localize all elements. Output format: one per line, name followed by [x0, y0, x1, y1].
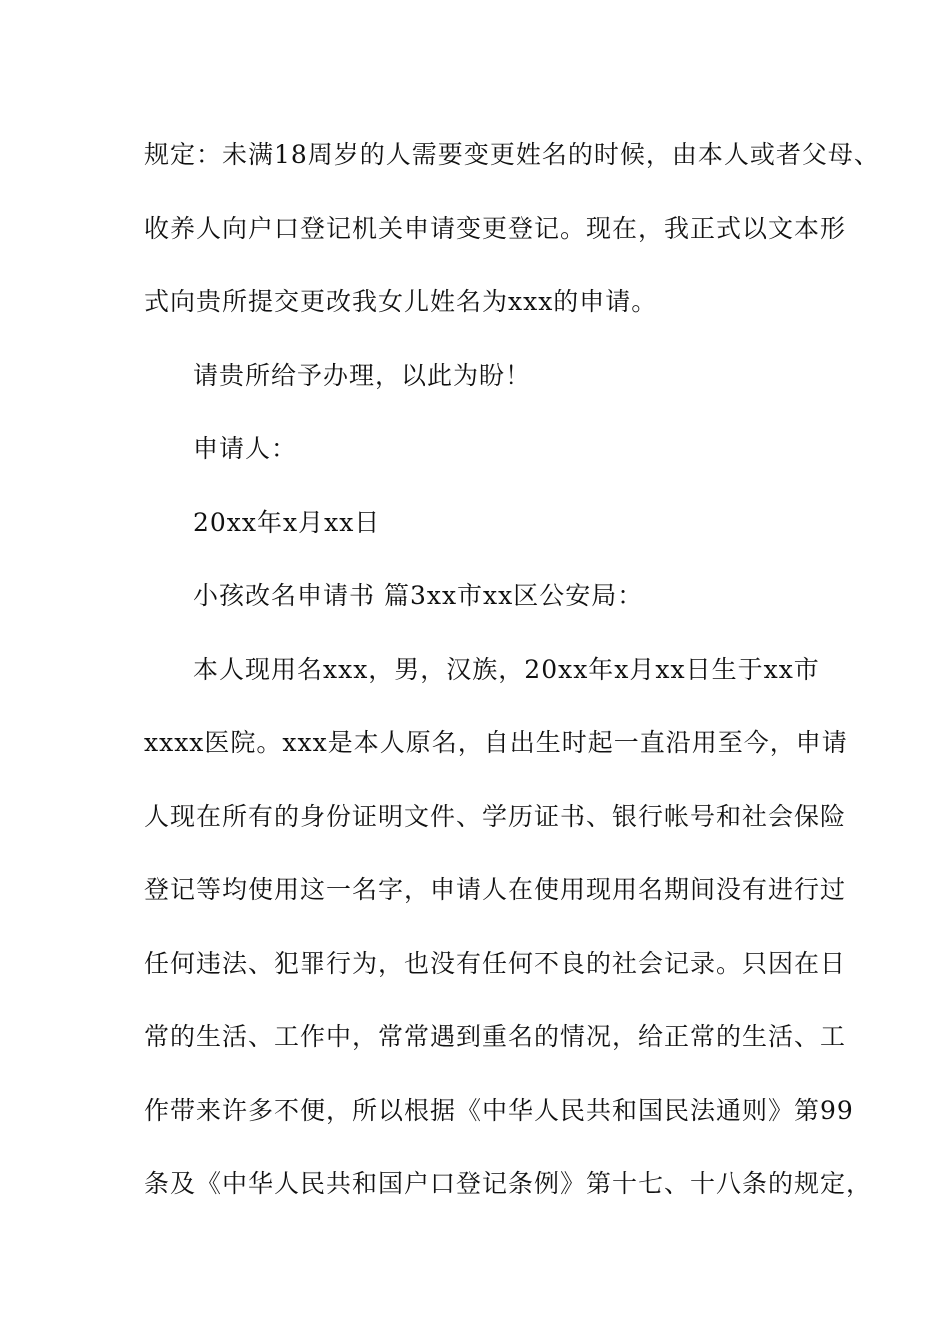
text-line: 作带来许多不便，所以根据《中华人民共和国民法通则》第99 — [144, 1095, 854, 1125]
text-line: 本人现用名xxx，男，汉族，20xx年x月xx日生于xx市 — [193, 654, 820, 684]
text-line: 20xx年x月xx日 — [193, 507, 381, 537]
text-line: 条及《中华人民共和国户口登记条例》第十七、十八条的规定， — [144, 1169, 873, 1198]
text-line: 任何违法、犯罪行为，也没有任何不良的社会记录。只因在日 — [144, 948, 847, 978]
text-line: 小孩改名申请书 篇3xx市xx区公安局： — [193, 581, 644, 610]
body-text — [144, 126, 880, 1229]
text-line: 式向贵所提交更改我女儿姓名为xxx的申请。 — [144, 287, 658, 316]
text-line: 规定：未满18周岁的人需要变更姓名的时候，由本人或者父母、 — [144, 140, 880, 169]
text-line: 请贵所给予办理，以此为盼！ — [193, 360, 532, 390]
text-line: 收养人向户口登记机关申请变更登记。现在，我正式以文本形 — [144, 213, 847, 243]
text-line: 常的生活、工作中，常常遇到重名的情况，给正常的生活、工 — [144, 1022, 847, 1051]
text-line: 申请人： — [193, 434, 298, 463]
text-line: 登记等均使用这一名字，申请人在使用现用名期间没有进行过 — [144, 875, 847, 904]
text-line: xxxx医院。xxx是本人原名，自出生时起一直沿用至今，申请 — [144, 728, 848, 757]
text-line: 人现在所有的身份证明文件、学历证书、银行帐号和社会保险 — [144, 801, 847, 831]
